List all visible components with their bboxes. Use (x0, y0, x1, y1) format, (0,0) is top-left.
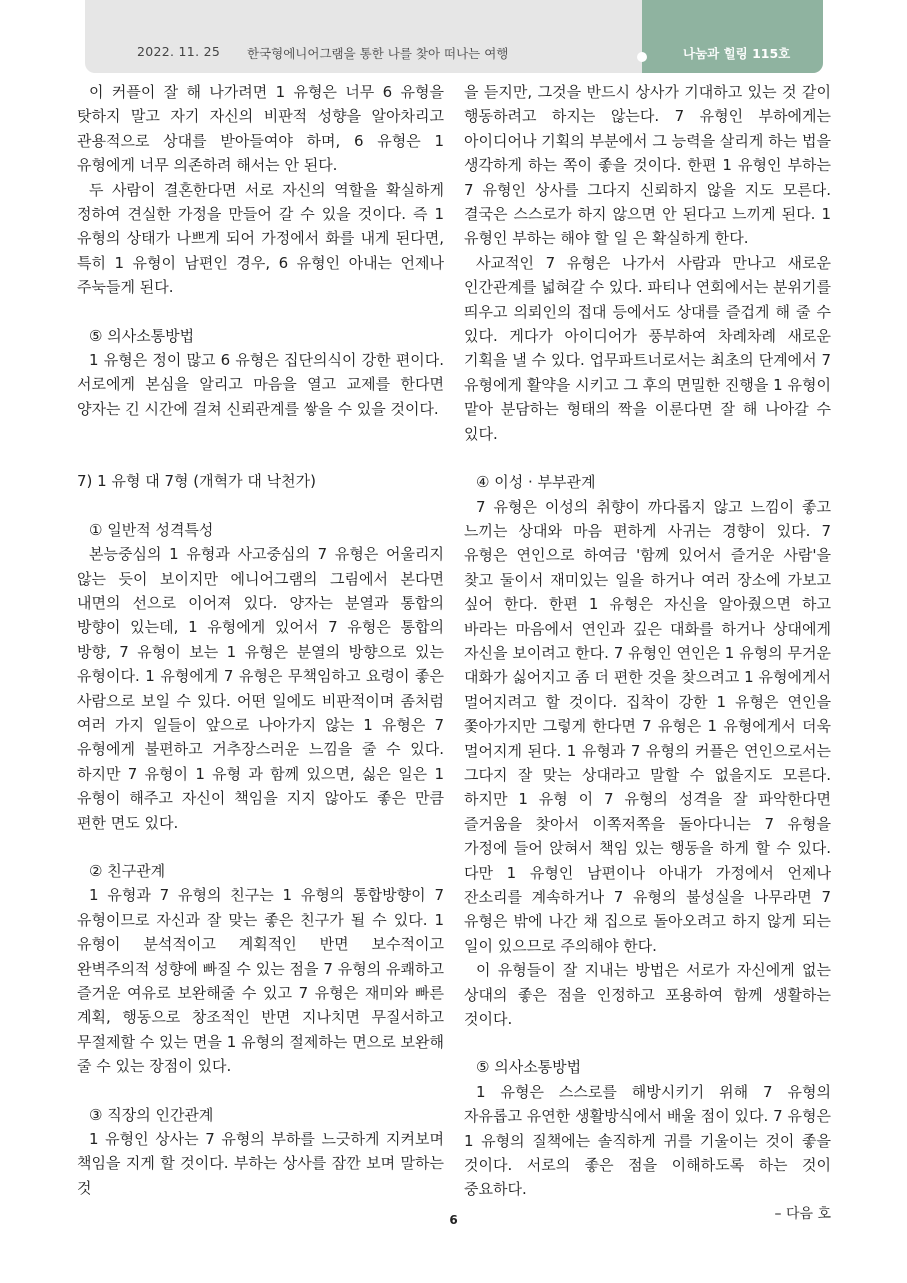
paragraph: 1 유형인 상사는 7 유형의 부하를 느긋하게 지켜보며 책임을 지게 할 것이다. 부하는 상사를 잠깐 보며 말하는 것 (77, 1130, 444, 1197)
subheading-workplace: ③ 직장의 인간관계 (89, 1105, 214, 1124)
header-date: 2022. 11. 25 (137, 44, 221, 59)
paragraph: 두 사람이 결혼한다면 서로 자신의 역할을 확실하게 정하여 견실한 가정을 만들어 갈 수 있을 것이다. 즉 1 유형의 상태가 나쁘게 되어 가정에서 화를 내게 된다면, 특히 1 유형이 남편인 경우, 6 유형인 아내는 언제나 주눅들게 된다. (77, 180, 444, 297)
subheading-communication: ⑤ 의사소통방법 (476, 1058, 582, 1077)
page-header (85, 0, 823, 73)
paragraph: 사교적인 7 유형은 나가서 사람과 만나고 새로운 인간관계를 넓혀갈 수 있다. 파티나 연회에서는 분위기를 띄우고 의뢰인의 접대 등에서도 상대를 즐겁게 해 줄 수 있다. 게다가 아이디어가 풍부하여 차례차례 새로운 기획을 낼 수 있다. 업무파트너로서는 최초의 단계에서 7 유형에게 활약을 시키고 그 후의 면밀한 진행을 1 유형이 맡아 분담하는 형태의 짝을 이룬다면 잘 해 나아갈 수 있다. (464, 253, 831, 443)
page-number: 6 (449, 1213, 458, 1227)
paragraph: 이 커플이 잘 해 나가려면 1 유형은 너무 6 유형을 탓하지 말고 자기 자신의 비판적 성향을 알아차리고 관용적으로 상대를 받아들여야 하며, 6 유형은 1 유형에게 너무 의존하려 해서는 안 된다. (77, 83, 444, 175)
header-title: 한국형에니어그램을 통한 나를 찾아 떠나는 여행 (247, 46, 509, 61)
subheading-friendship: ② 친구관계 (89, 861, 166, 880)
right-column (464, 80, 831, 1226)
paragraph: 1 유형과 7 유형의 친구는 1 유형의 통합방향이 7 유형이므로 자신과 잘 맞는 좋은 친구가 될 수 있다. 1 유형이 분석적이고 계획적인 반면 보수적이고 완벽주의적 성향에 빠질 수 있는 점을 7 유형의 유쾌하고 즐거운 여유로 보완해줄 수 있고 7 유형은 재미와 빠른 계획, 행동으로 창조적인 반면 지나치면 무질서하고 무절제할 수 있는 면을 1 유형의 절제하는 면으로 보완해 줄 수 있는 장점이 있다. (77, 886, 444, 1076)
paragraph: 이 유형들이 잘 지내는 방법은 서로가 자신에게 없는 상대의 좋은 점을 인정하고 포용하여 함께 생활하는 것이다. (464, 961, 831, 1029)
header-issue: 나눔과 힐링 115호 (683, 46, 791, 61)
subheading-communication: ⑤ 의사소통방법 (89, 326, 195, 345)
subheading-romance: ④ 이성 · 부부관계 (476, 473, 596, 492)
subheading-general-traits: ① 일반적 성격특성 (89, 520, 214, 539)
paragraph: 을 듣지만, 그것을 반드시 상사가 기대하고 있는 것 같이 행동하려고 하지는 않는다. 7 유형인 부하에게는 아이디어나 기획의 부분에서 그 능력을 살리게 하는 법을 생각하게 하는 쪽이 좋을 것이다. 한편 1 유형인 부하는 7 유형인 상사를 그다지 신뢰하지 않을 지도 모른다. 결국은 스스로가 하지 않으면 안 된다고 느끼게 된다. 1 유형인 부하는 해야 할 일 은 확실하게 한다. (464, 83, 831, 248)
section-heading: 7) 1 유형 대 7형 (개혁가 대 낙천가) (77, 472, 316, 491)
paragraph: 본능중심의 1 유형과 사고중심의 7 유형은 어울리지 않는 듯이 보이지만 에니어그램의 그림에서 본다면 내면의 선으로 이어져 있다. 양자는 분열과 통합의 방향이 있는데, 1 유형에게 있어서 7 유형은 통합의 방향, 7 유형이 보는 1 유형은 분열의 방향으로 있는 유형이다. 1 유형에게 7 유형은 무책임하고 요령이 좋은 사람으로 보일 수 있다. 어떤 일에도 비판적이며 좀처럼 여러 가지 일들이 앞으로 나아가지 않는 1 유형은 7 유형에게 불편하고 거추장스러운 느낌을 줄 수 있다. 하지만 7 유형이 1 유형 과 함께 있으면, 싫은 일은 1 유형이 해주고 자신이 책임을 지지 않아도 좋은 만큼 편한 면도 있다. (77, 545, 444, 832)
header-accent-block (642, 0, 823, 73)
header-dot-icon (637, 52, 647, 62)
paragraph: 1 유형은 스스로를 해방시키기 위해 7 유형의 자유롭고 유연한 생활방식에서 배울 점이 있다. 7 유형은 1 유형의 질책에는 솔직하게 귀를 기울이는 것이 좋을 것이다. 서로의 좋은 점을 이해하도록 하는 것이 중요하다. (464, 1082, 831, 1199)
continued-next-issue: – 다음 호 (774, 1205, 831, 1222)
paragraph: 7 유형은 이성의 취향이 까다롭지 않고 느낌이 좋고 느끼는 상대와 마음 편하게 사귀는 경향이 있다. 7 유형은 연인으로 하여금 '함께 있어서 즐거운 사람'을 찾고 둘이서 재미있는 일을 하거나 여러 장소에 가보고 싶어 한다. 한편 1 유형은 자신을 알아줬으면 하고 바라는 마음에서 연인과 깊은 대화를 하거나 상대에게 자신을 보이려고 한다. 7 유형인 연인은 1 유형의 무거운 대화가 싫어지고 좀 더 편한 것을 찾으려고 1 유형에게서 멀어지려고 할 것이다. 집착이 강한 1 유형은 연인을 쫓아가지만 그렇게 한다면 7 유형은 1 유형에게서 더욱 멀어지게 된다. 1 유형과 7 유형의 커플은 연인으로서는 그다지 잘 맞는 상대라고 말할 수 없을지도 모른다. 하지만 1 유형 이 7 유형의 성격을 잘 파악한다면 즐거움을 찾아서 이쪽저쪽을 돌아다니는 7 유형을 가정에 들어 앉혀서 책임 있는 행동을 하게 할 수 있다. 다만 1 유형인 남편이나 아내가 가정에서 언제나 잔소리를 계속하거나 7 유형의 불성실을 나무라면 7 유형은 밖에 나간 채 집으로 돌아오려고 하지 않게 되는 일이 있으므로 주의해야 한다. (464, 497, 831, 955)
left-column (77, 80, 444, 1200)
paragraph: 1 유형은 정이 많고 6 유형은 집단의식이 강한 편이다. 서로에게 본심을 알리고 마음을 열고 교제를 한다면 양자는 긴 시간에 걸쳐 신뢰관계를 쌓을 수 있을 것이다. (77, 351, 444, 418)
